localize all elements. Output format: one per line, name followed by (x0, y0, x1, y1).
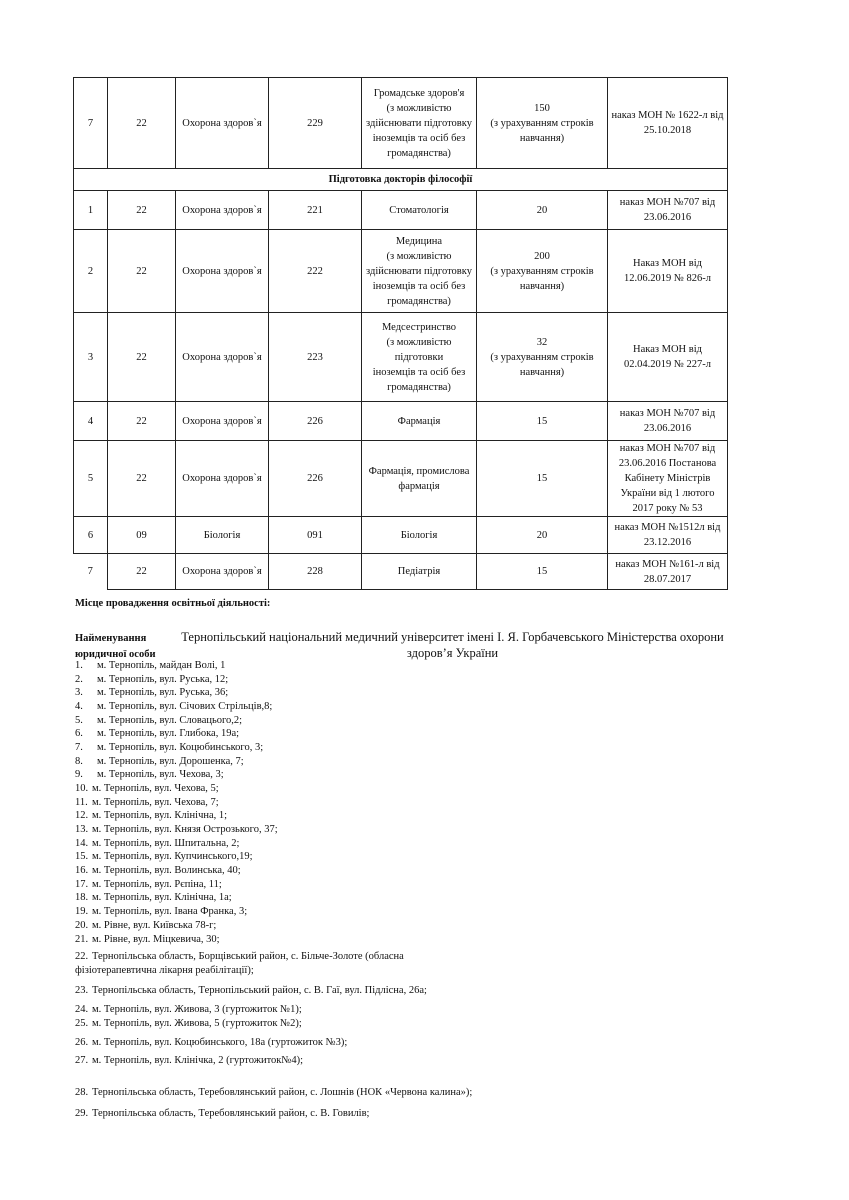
specialty-name (362, 441, 477, 517)
address-number: 18. (75, 892, 89, 903)
cell-line: Наказ МОН від (633, 258, 702, 269)
cell-line: (з урахуванням строків (490, 265, 594, 277)
order-reference (608, 402, 728, 441)
address-item (75, 878, 222, 892)
section-title: Підготовка докторів філософії (74, 169, 728, 191)
cell-line: наказ МОН №707 від (619, 408, 716, 419)
address-item (75, 1054, 303, 1068)
cell-line: наказ МОН №707 від (619, 197, 716, 208)
cell-line: здійснювати підготовку (366, 265, 472, 277)
cell-line: громадянства) (387, 147, 451, 159)
address-item (75, 1036, 347, 1050)
field-name: Охорона здоров`я (176, 441, 269, 517)
table-row (74, 517, 728, 554)
field-code: 22 (108, 191, 176, 230)
field-name: Охорона здоров`я (176, 78, 269, 169)
legal-label-line: юридичної особи (75, 649, 156, 660)
row-number: 7 (74, 554, 108, 590)
cell-line: 20 (536, 204, 548, 216)
address-number: 19. (75, 906, 89, 917)
field-name: Охорона здоров`я (176, 230, 269, 313)
address-number: 28. (75, 1087, 89, 1098)
cell-line: (з урахуванням строків (490, 117, 594, 129)
cell-line: Медсестринство (381, 321, 457, 333)
cell-line: фармація (398, 480, 440, 492)
cell-line: 2017 року № 53 (632, 503, 703, 514)
cell-line: Громадське здоров'я (373, 87, 465, 99)
specialty-code: 223 (269, 313, 362, 402)
address-item (75, 796, 219, 810)
specialty-name (362, 517, 477, 554)
row-number: 5 (74, 441, 108, 517)
address-item (75, 727, 239, 741)
address-text: м. Тернопіль, вул. Волинська, 40; (92, 865, 241, 876)
cell-line: підготовки (394, 351, 444, 363)
row-number: 7 (74, 78, 108, 169)
table-row (74, 402, 728, 441)
address-text: м. Тернопіль, вул. Чехова, 5; (92, 783, 219, 794)
address-number: 1. (75, 660, 83, 671)
address-item (75, 919, 216, 933)
address-item (75, 837, 239, 851)
address-text: м. Тернопіль, вул. Живова, 5 (гуртожиток №2); (92, 1018, 302, 1029)
field-code: 22 (108, 78, 176, 169)
cell-line: наказ МОН №707 від (619, 443, 716, 454)
address-text: Тернопільська область, Тернопільський район, с. В. Гаї, вул. Підлісна, 26а; (92, 985, 427, 996)
address-item (75, 782, 219, 796)
address-number: 2. (75, 674, 83, 685)
specialty-code: 091 (269, 517, 362, 554)
cell-line: Стоматологія (389, 204, 449, 216)
field-name: Охорона здоров`я (176, 554, 269, 590)
row-number: 6 (74, 517, 108, 554)
cell-line: 32 (536, 336, 548, 348)
cell-line: 23.12.2016 (643, 537, 692, 548)
cell-line: (з можливістю (386, 250, 452, 262)
cell-line: Фармація (397, 415, 441, 427)
address-text: м. Тернопіль, вул. Рєпіна, 11; (92, 879, 222, 890)
address-number: 11. (75, 797, 88, 808)
row-number: 1 (74, 191, 108, 230)
cell-line: 150 (534, 102, 550, 114)
address-item (75, 850, 253, 864)
address-number: 9. (75, 769, 83, 780)
specialty-code: 226 (269, 441, 362, 517)
cell-line: Біологія (400, 529, 438, 541)
cell-line: навчання) (519, 280, 565, 292)
address-text: м. Тернопіль, вул. Клінічка, 2 (гуртожиток№4); (92, 1055, 304, 1066)
address-item (75, 1107, 369, 1121)
address-number: 23. (75, 985, 89, 996)
address-number: 7. (75, 742, 83, 753)
address-text: м. Тернопіль, вул. Живова, 3 (гуртожиток №1); (92, 1004, 302, 1015)
cell-line: 28.07.2017 (643, 573, 692, 585)
cell-line: наказ МОН № 1622-л від (611, 110, 724, 121)
field-code: 22 (108, 554, 176, 590)
address-item (75, 950, 415, 977)
cell-line: 02.04.2019 № 227-л (623, 359, 711, 370)
address-item (75, 686, 228, 700)
address-text: м. Тернопіль, майдан Волі, 1 (97, 660, 226, 671)
address-text: м. Тернопіль, вул. Князя Острозького, 37; (92, 824, 278, 835)
cell-line: здійснювати підготовку (366, 117, 472, 129)
address-number: 3. (75, 687, 83, 698)
cell-line: іноземців та осіб без (372, 366, 466, 378)
specialty-code: 228 (269, 554, 362, 590)
address-item (75, 673, 228, 687)
address-text: м. Тернопіль, вул. Словацього,2; (97, 715, 243, 726)
specialty-name (362, 191, 477, 230)
specialty-code: 221 (269, 191, 362, 230)
row-number: 2 (74, 230, 108, 313)
address-text: м. Тернопіль, вул. Дорошенка, 7; (97, 756, 244, 767)
specialty-name (362, 78, 477, 169)
row-number: 4 (74, 402, 108, 441)
field-name: Охорона здоров`я (176, 191, 269, 230)
address-text: м. Тернопіль, вул. Руська, 36; (97, 687, 229, 698)
address-text: м. Тернопіль, вул. Купчинського,19; (92, 851, 253, 862)
address-number: 4. (75, 701, 83, 712)
order-reference (608, 230, 728, 313)
license-volume (477, 313, 608, 402)
cell-line: 23.06.2016 (643, 212, 692, 223)
legal-entity-name: Тернопільський національний медичний університет імені І. Я. Горбачевського Міністерства охорони здоров’я України (181, 630, 724, 660)
cell-line: Педіатрія (397, 566, 441, 577)
order-reference (608, 313, 728, 402)
cell-line: (з урахуванням строків (490, 351, 594, 363)
address-item (75, 823, 278, 837)
specialty-code: 229 (269, 78, 362, 169)
address-number: 26. (75, 1037, 89, 1048)
field-code: 22 (108, 441, 176, 517)
cell-line: Кабінету Міністрів (624, 473, 711, 484)
address-number: 16. (75, 865, 89, 876)
order-reference (608, 441, 728, 517)
cell-line: 23.06.2016 (643, 423, 692, 434)
address-text: м. Рівне, вул. Міцкевича, 30; (92, 934, 220, 945)
address-item (75, 768, 224, 782)
address-text: м. Рівне, вул. Київська 78-г; (92, 920, 217, 931)
specialty-code: 222 (269, 230, 362, 313)
section-row (74, 169, 728, 191)
cell-line: Наказ МОН від (633, 344, 702, 355)
license-volume (477, 554, 608, 590)
cell-line: наказ МОН №161-л від (615, 558, 720, 570)
address-item (75, 809, 227, 823)
table-row (74, 313, 728, 402)
address-item (75, 1003, 302, 1017)
address-text: м. Тернопіль, вул. Клінічна, 1а; (92, 892, 232, 903)
specialty-name (362, 554, 477, 590)
address-text: м. Тернопіль, вул. Чехова, 7; (92, 797, 219, 808)
specialty-name (362, 230, 477, 313)
cell-line: 25.10.2018 (643, 125, 692, 136)
table-row (74, 191, 728, 230)
cell-line: 15 (536, 415, 548, 427)
field-code: 22 (108, 230, 176, 313)
cell-line: наказ МОН №1512л від (614, 522, 721, 533)
cell-line: Фармація, промислова (368, 465, 470, 477)
cell-line: навчання) (519, 132, 565, 144)
license-volume (477, 230, 608, 313)
cell-line: 15 (536, 566, 548, 577)
cell-line: 200 (534, 250, 550, 262)
cell-line: Медицина (395, 235, 443, 247)
address-number: 22. (75, 951, 89, 962)
legal-label-line: Найменування (75, 633, 147, 644)
license-volume (477, 517, 608, 554)
cell-line: України від 1 лютого (620, 488, 715, 499)
cell-line: 15 (536, 473, 548, 484)
address-text: м. Тернопіль, вул. Шпитальна, 2; (92, 838, 240, 849)
address-number: 21. (75, 934, 89, 945)
license-volume (477, 78, 608, 169)
license-volume (477, 441, 608, 517)
license-volume (477, 191, 608, 230)
place-heading: Місце провадження освітньої діяльності: (75, 598, 271, 609)
address-number: 10. (75, 783, 89, 794)
address-number: 29. (75, 1108, 89, 1119)
specialty-name (362, 402, 477, 441)
address-text: м. Тернопіль, вул. Івана Франка, 3; (92, 906, 248, 917)
field-code: 22 (108, 402, 176, 441)
table-row (74, 554, 728, 590)
address-number: 27. (75, 1055, 89, 1066)
address-item (75, 700, 272, 714)
address-text: м. Тернопіль, вул. Чехова, 3; (97, 769, 224, 780)
cell-line: навчання) (519, 366, 565, 378)
table-row (74, 441, 728, 517)
address-item (75, 755, 244, 769)
order-reference (608, 78, 728, 169)
order-reference (608, 191, 728, 230)
address-number: 5. (75, 715, 83, 726)
cell-line: 20 (536, 529, 548, 541)
address-number: 15. (75, 851, 89, 862)
address-item (75, 1086, 472, 1100)
specialty-code: 226 (269, 402, 362, 441)
address-text: м. Тернопіль, вул. Коцюбинського, 3; (97, 742, 264, 753)
table-row (74, 78, 728, 169)
address-text: Тернопільська область, Теребовлянський район, с. В. Говилів; (92, 1108, 370, 1119)
address-item (75, 714, 242, 728)
cell-line: 12.06.2019 № 826-л (623, 273, 711, 284)
order-reference (608, 554, 728, 590)
address-text: Тернопільська область, Теребовлянський район, с. Лошнів (НОК «Червона калина»); (92, 1087, 473, 1098)
address-text: м. Тернопіль, вул. Коцюбинського, 18а (гуртожиток №3); (92, 1037, 348, 1048)
address-text: Тернопільська область, Борщівський район, с. Більче-Золоте (обласна фізіотерапевтична лікарня реабілітації); (75, 951, 404, 976)
license-table (73, 77, 728, 590)
address-number: 20. (75, 920, 89, 931)
cell-line: іноземців та осіб без (372, 280, 466, 292)
field-name: Біологія (176, 517, 269, 554)
address-item (75, 905, 247, 919)
address-number: 24. (75, 1004, 89, 1015)
cell-line: (з можливістю (386, 336, 452, 348)
field-code: 22 (108, 313, 176, 402)
address-number: 8. (75, 756, 83, 767)
address-item (75, 741, 263, 755)
address-number: 12. (75, 810, 89, 821)
cell-line: громадянства) (387, 295, 451, 307)
address-number: 13. (75, 824, 89, 835)
field-name: Охорона здоров`я (176, 313, 269, 402)
address-item (75, 659, 225, 673)
address-number: 14. (75, 838, 89, 849)
address-text: м. Тернопіль, вул. Клінічна, 1; (92, 810, 228, 821)
field-code: 09 (108, 517, 176, 554)
address-number: 6. (75, 728, 83, 739)
address-item (75, 1017, 302, 1031)
address-item (75, 984, 427, 998)
field-name: Охорона здоров`я (176, 402, 269, 441)
address-text: м. Тернопіль, вул. Глибока, 19а; (97, 728, 240, 739)
address-item (75, 933, 220, 947)
cell-line: громадянства) (387, 381, 451, 393)
cell-line: 23.06.2016 Постанова (618, 458, 717, 469)
address-item (75, 864, 241, 878)
address-number: 25. (75, 1018, 89, 1029)
address-number: 17. (75, 879, 89, 890)
order-reference (608, 517, 728, 554)
cell-line: іноземців та осіб без (372, 132, 466, 144)
address-text: м. Тернопіль, вул. Руська, 12; (97, 674, 229, 685)
table-row (74, 230, 728, 313)
row-number: 3 (74, 313, 108, 402)
address-text: м. Тернопіль, вул. Січових Стрільців,8; (97, 701, 273, 712)
specialty-name (362, 313, 477, 402)
address-item (75, 891, 232, 905)
cell-line: (з можливістю (386, 102, 452, 114)
license-volume (477, 402, 608, 441)
